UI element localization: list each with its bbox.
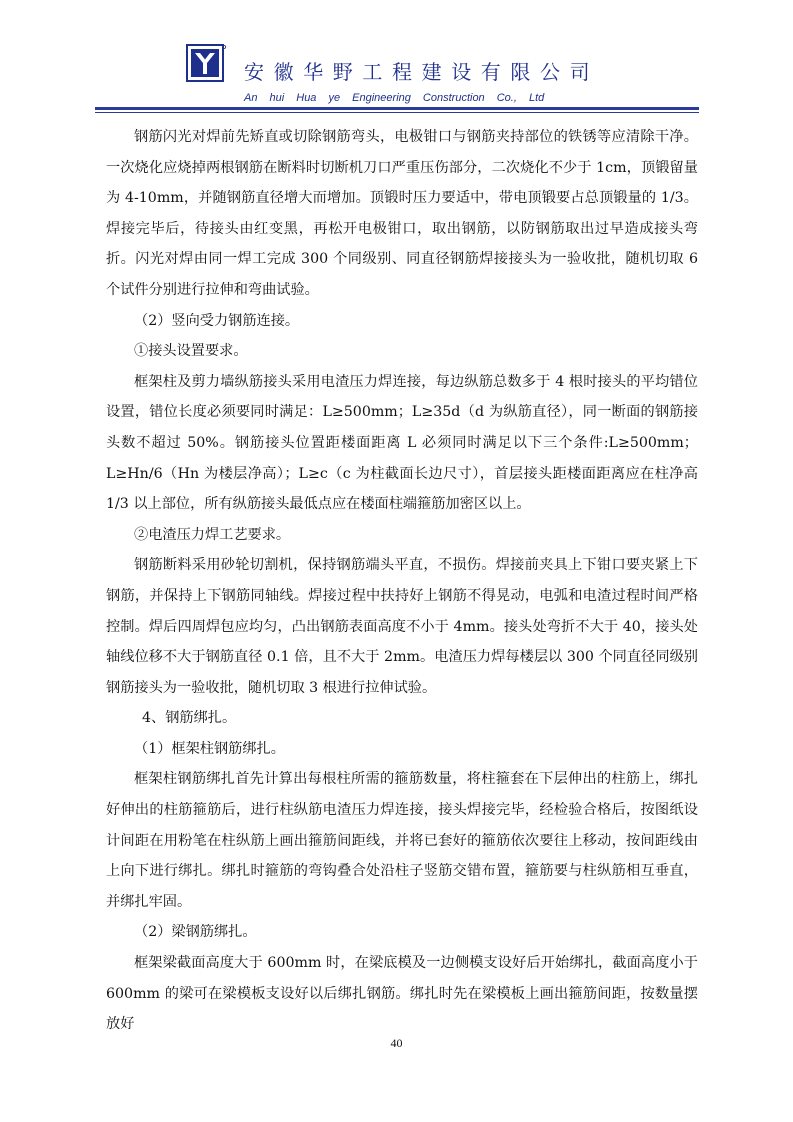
- paragraph: 框架梁截面高度大于 600mm 时，在梁底模及一边侧模支设好后开始绑扎，截面高度小于 600mm 的梁可在梁模板支设好以后绑扎钢筋。绑扎时先在梁模板上画出箍筋间距，按数量摆放好: [106, 955, 698, 1033]
- paragraph: 钢筋闪光对焊前先矫直或切除钢筋弯头，电极钳口与钢筋夹持部位的铁锈等应清除干净。一次烧化应烧掉两根钢筋在断料时切断机刀口严重压伤部分，二次烧化不少于 1cm，顶锻留量为 4-10mm，并随钢筋直径增大而增加。顶锻时压力要适中，带电顶锻要占总顶锻量的 1/3。焊接完毕后，待接头由红变黑，再松开电极钳口，取出钢筋，以防钢筋取出过早造成接头弯折。闪光对焊由同一焊工完成 300 个同级别、同直径钢筋焊接接头为一验收批，随机切取 6 个试件分别进行拉伸和弯曲试验。: [106, 129, 698, 298]
- page-number: 40: [390, 1036, 403, 1050]
- header-rule-thick: [95, 107, 699, 110]
- section-heading: 4、钢筋绑扎。: [142, 710, 237, 727]
- company-name-en: An hui Hua ye Engineering Construction Co., Ltd: [244, 92, 545, 104]
- document-body: [106, 122, 698, 1040]
- header-rule-thin: [95, 112, 699, 113]
- paragraph: 钢筋断料采用砂轮切割机，保持钢筋端头平直，不损伤。焊接前夹具上下钳口要夹紧上下钢筋，并保持上下钢筋同轴线。焊接过程中扶持好上钢筋不得晃动，电弧和电渣过程时间严格控制。焊后四周焊包应均匀，凸出钢筋表面高度不小于 4mm。接头处弯折不大于 40，接头处轴线位移不大于钢筋直径 0.1 倍，且不大于 2mm。电渣压力焊每楼层以 300 个同直径同级别钢筋接头为一验收批，随机切取 3 根进行拉伸试验。: [106, 557, 698, 696]
- paragraph: 框架柱钢筋绑扎首先计算出每根柱所需的箍筋数量，将柱箍套在下层伸出的柱筋上，绑扎好伸出的柱筋箍筋后，进行柱纵筋电渣压力焊连接，接头焊接完毕，经检验合格后，按图纸设计间距在用粉笔在柱纵筋上画出箍筋间距线，并将已套好的箍筋依次要往上移动，按间距线由上向下进行绑扎。绑扎时箍筋的弯钩叠合处沿柱子竖筋交错布置，箍筋要与柱纵筋相互垂直，并绑扎牢固。: [106, 771, 698, 910]
- subsection-heading: ②电渣压力焊工艺要求。: [134, 526, 291, 543]
- section-heading: （1）框架柱钢筋绑扎。: [134, 740, 285, 757]
- company-name-cn: 安徽华野工程建设有限公司: [244, 60, 600, 84]
- page-header: [0, 0, 793, 112]
- company-logo-icon: [186, 44, 226, 84]
- section-heading: （2）竖向受力钢筋连接。: [134, 312, 300, 329]
- section-heading: （2）梁钢筋绑扎。: [134, 924, 257, 941]
- subsection-heading: ①接头设置要求。: [134, 343, 248, 360]
- paragraph: 框架柱及剪力墙纵筋接头采用电渣压力焊连接，每边纵筋总数多于 4 根时接头的平均错位设置，错位长度必须要同时满足：L≥500mm；L≥35d（d 为纵筋直径），同一断面的钢筋接头数不超过 50%。钢筋接头位置距楼面距离 L 必须同时满足以下三个条件:L≥500mm；L≥Hn/6（Hn 为楼层净高）；L≥c（c 为柱截面长边尺寸），首层接头距楼面距离应在柱净高 1/3 以上部位，所有纵筋接头最低点应在楼面柱端箍筋加密区以上。: [106, 373, 698, 513]
